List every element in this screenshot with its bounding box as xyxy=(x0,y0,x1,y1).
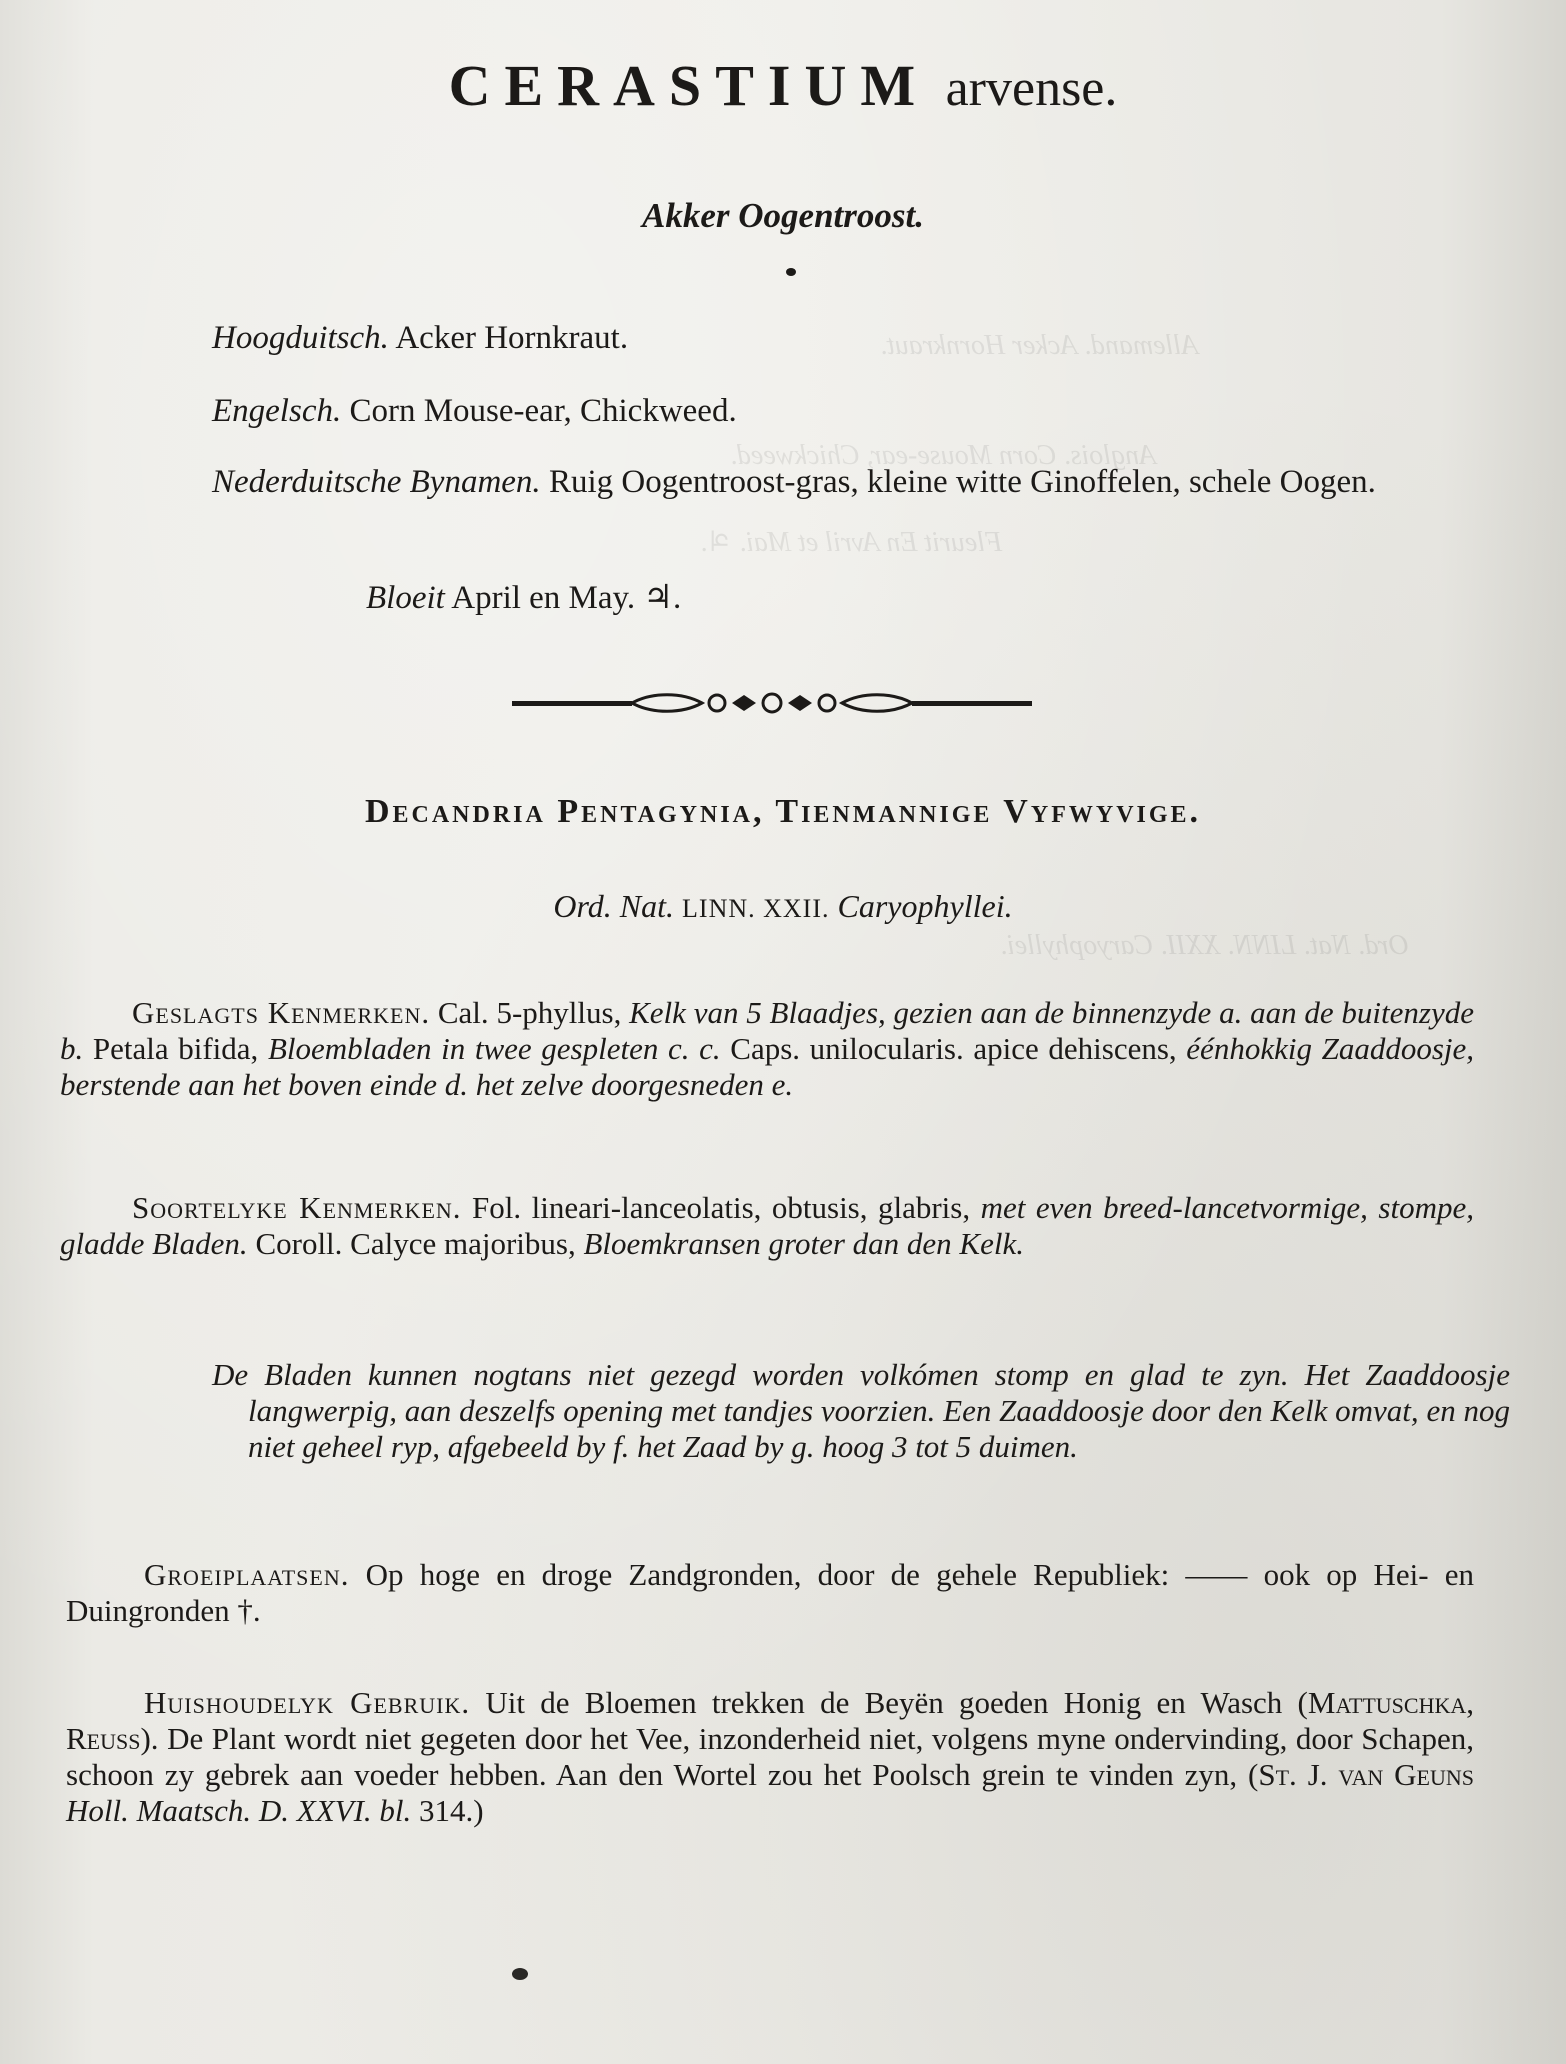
latin-text: Fol. lineari-lanceolatis, obtusis, glabris, xyxy=(461,1190,981,1225)
dutch-text: met even breed-lancetvormige, stompe, gladde Bladen. xyxy=(60,1190,1474,1261)
dutch-text: Kelk van 5 Blaadjes, gezien aan de binnenzyde a. aan de buitenzyde b. xyxy=(60,995,1474,1066)
author-names: St. J. van Geuns xyxy=(1258,1757,1474,1792)
section-heading: Groeiplaatsen. xyxy=(144,1557,350,1592)
section-heading: Geslagts Kenmerken. xyxy=(132,995,431,1030)
paragraph-species-characters xyxy=(60,1190,1474,1262)
genus-name: CERASTIUM xyxy=(448,53,930,118)
name-english xyxy=(212,393,737,430)
use-text: ). De Plant wordt niet gegeten door het Vee, inzonderheid niet, volgens myne ondervinding, door Schapen, schoon zy gebrek aan voeder hebben. Aan den Wortel zou het Poolsch grein te vinden zyn, ( xyxy=(66,1721,1474,1792)
author-names: Mattuschka, Reuss xyxy=(66,1685,1474,1756)
ornament-divider xyxy=(512,688,1032,718)
natural-order xyxy=(0,888,1566,925)
name-language: Bloeit xyxy=(366,580,445,616)
use-text: 314.) xyxy=(411,1793,484,1828)
page-title xyxy=(0,52,1566,119)
paragraph-economic-use xyxy=(66,1685,1474,1829)
paragraph-note: De Bladen kunnen nogtans niet gezegd worden volkómen stomp en glad te zyn. Het Zaaddoosje langwerpig, aan deszelfs opening met tandjes voorzien. Een Zaaddoosje door den Kelk omvat, en nog niet geheel ryp, afgebeeld by f. het Zaad by g. hoog 3 tot 5 duimen. xyxy=(212,1357,1510,1464)
linnaean-class: Decandria Pentagynia, Tienmannige Vyfwyvige. xyxy=(364,793,1202,830)
latin-text: Petala bifida, xyxy=(83,1031,268,1066)
latin-text: Cal. 5-phyllus, xyxy=(430,995,630,1030)
paragraph-habitat xyxy=(66,1557,1474,1629)
section-heading: Soortelyke Kenmerken. xyxy=(132,1190,462,1225)
latin-text: Coroll. Calyce majoribus, xyxy=(247,1226,584,1261)
dutch-text: éénhokkig Zaaddoosje, berstende aan het boven einde d. het zelve doorgesneden e. xyxy=(60,1031,1474,1102)
section-heading: Huishoudelyk Gebruik. xyxy=(144,1685,471,1720)
flowering-time xyxy=(366,577,681,617)
name-value: Acker Hornkraut. xyxy=(388,320,629,356)
separator-dot xyxy=(786,268,796,276)
common-name: Akker Oogentroost. xyxy=(642,196,924,235)
use-text: Uit de Bloemen trekken de Beyën goeden Honig en Wasch ( xyxy=(470,1685,1308,1720)
name-language: Nederduitsche Bynamen. xyxy=(212,464,541,500)
order-family: Caryophyllei. xyxy=(837,888,1013,924)
bleed-through-line: Fleurit En Avril et Mai. ♃. xyxy=(700,527,1003,558)
name-value: Ruig Oogentroost-gras, kleine witte Ginoffelen, schele Oogen. xyxy=(540,464,1376,500)
ink-blot xyxy=(512,1968,528,1980)
latin-text: Caps. unilocularis. apice dehiscens, xyxy=(720,1031,1187,1066)
paragraph-genus-characters xyxy=(60,995,1474,1103)
name-language: Engelsch. xyxy=(212,393,342,429)
dutch-text: Bloemkransen groter dan den Kelk. xyxy=(583,1226,1024,1261)
habitat-text: Op hoge en droge Zandgronden, door de gehele Republiek: —— ook op Hei- en Duingronden †. xyxy=(66,1557,1474,1628)
name-german xyxy=(212,320,628,357)
order-prefix: Ord. Nat. xyxy=(553,888,675,924)
citation: Holl. Maatsch. D. XXVI. bl. xyxy=(66,1793,412,1828)
order-linn: LINN. XXII. xyxy=(682,894,830,923)
dutch-text: Bloembladen in twee gespleten c. c. xyxy=(267,1031,721,1066)
name-value: Corn Mouse-ear, Chickweed. xyxy=(341,393,737,429)
species-name: arvense. xyxy=(945,60,1118,117)
bleed-through-line: Ord. Nat. LINN. XXII. Caryophyllei. xyxy=(1000,930,1409,961)
name-dutch xyxy=(212,465,1544,499)
bleed-through-line: Allemand. Acker Hornkraut. xyxy=(880,330,1199,361)
name-value: April en May. ♃. xyxy=(444,580,682,616)
bleed-through-line: Anglois. Corn Mouse-ear, Chickweed. xyxy=(730,440,1157,471)
name-language: Hoogduitsch. xyxy=(212,320,389,356)
